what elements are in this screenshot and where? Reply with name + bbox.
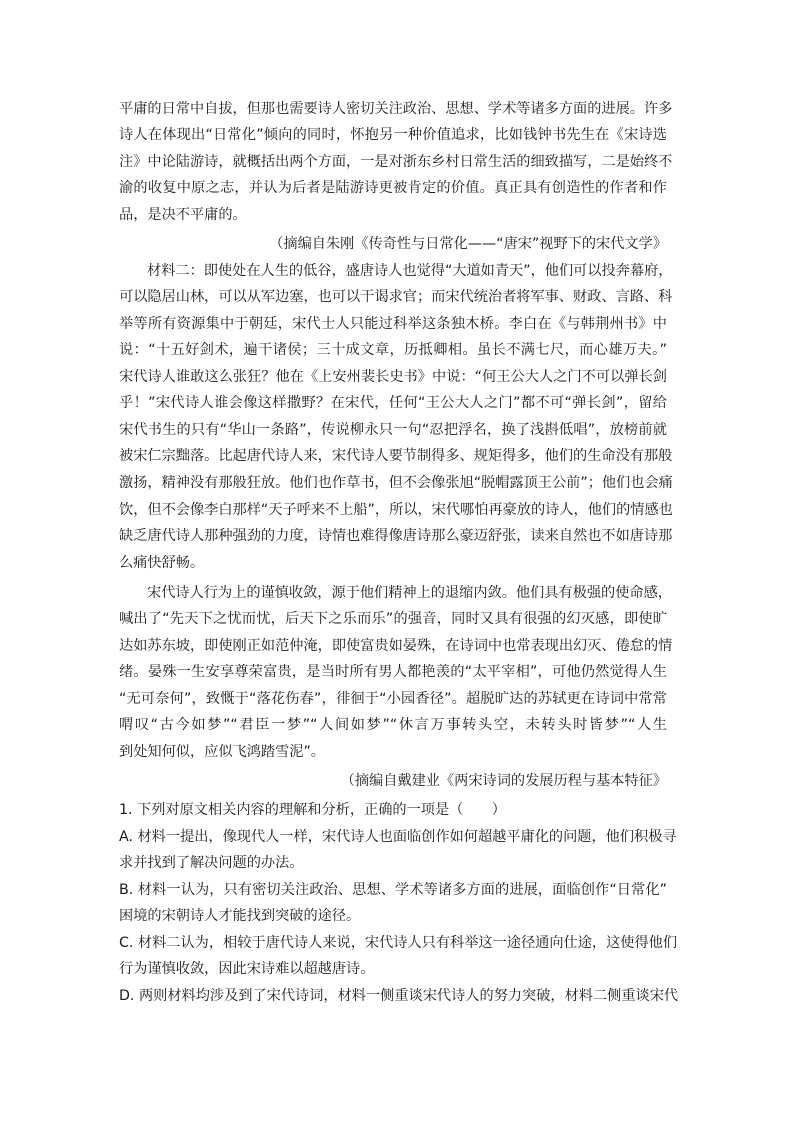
text-line: 注》中论陆游诗，就概括出两个方面，一是对浙东乡村日常生活的细致描写，二是始终不 [119,154,673,170]
text-line: 到处知何似，应似飞鸿踏雪泥”。 [119,744,325,760]
text-line: D. 两则材料均涉及到了宋代诗词，材料一侧重谈宋代诗人的努力突破，材料二侧重谈宋代 [119,988,679,1004]
text-line: 缺乏唐代诗人那种强劲的力度，诗情也难得像唐诗那么豪迈舒张，读来自然也不如唐诗那 [119,528,673,544]
text-line: 宋代书生的只有“华山一条路”，传说柳永只一句“忍把浮名，换了浅斟低唱”，放榜前就 [119,422,667,438]
text-line: 宋代诗人谁敢这么张狂？他在《上安州裴长史书》中说：“何王公大人之门不可以弹长剑 [119,369,667,385]
text-line: 举等所有资源集中于朝廷，宋代士人只能过科举这条独木桥。李白在《与韩荆州书》中 [119,316,667,332]
text-line: 困境的宋朝诗人才能找到突破的途径。 [119,908,361,924]
text-line: 么痛快舒畅。 [119,555,205,571]
text-line: 宋代诗人行为上的谨慎收敛，源于他们精神上的退缩内敛。他们具有极强的使命感， [147,585,672,601]
text-line: 平庸的日常中自拔，但那也需要诗人密切关注政治、思想、学术等诸多方面的进展。许多 [119,101,673,117]
text-line: 诗人在体现出“日常化”倾向的同时，怀抱另一种价值追求，比如钱钟书先生在《宋诗选 [119,127,667,143]
text-line: （摘编自朱刚《传奇性与日常化——“唐宋”视野下的宋代文学》 [269,236,667,252]
text-line: 激扬，精神没有那般狂放。他们也作草书，但不会像张旭“脱帽露顶王公前”；他们也会痛 [119,475,673,491]
text-line: 乎！”宋代诗人谁会像这样撒野？在宋代，任何“王公大人之门”都不可“弹长剑”，留给 [119,395,667,411]
text-line: B. 材料一认为，只有密切关注政治、思想、学术等诸多方面的进展，面临创作“日常化” [119,882,667,898]
text-line: 可以隐居山林，可以从军边塞，也可以干谒求官；而宋代统治者将军事、财政、言路、科 [119,289,673,305]
text-line: （摘编自戴建业《两宋诗词的发展历程与基本特征》 [340,773,667,789]
text-line: 绪。晏殊一生安享尊荣富贵，是当时所有男人都艳羡的“太平宰相”，可他仍然觉得人生 [119,664,667,680]
text-line: A. 材料一提出，像现代人一样，宋代诗人也面临创作如何超越平庸化的问题，他们积极寻 [119,829,677,845]
text-line: 被宋仁宗黜落。比起唐代诗人来，宋代诗人要节制得多、规矩得多，他们的生命没有那般 [119,448,673,464]
text-line: 达如苏东坡，即使刚正如范仲淹，即使富贵如晏殊，在诗词中也常表现出幻灭、倦怠的情 [119,638,673,654]
text-line: 1. 下列对原文相关内容的理解和分析，正确的一项是（ ） [119,802,506,818]
text-line: 饮，但不会像李白那样“天子呼来不上船”，所以，宋代哪怕再豪放的诗人，他们的情感也 [119,502,673,518]
text-line: 求并找到了解决问题的办法。 [119,855,304,871]
text-line: 喊出了“先天下之忧而忧，后天下之乐而乐”的强音，同时又具有很强的幻灭感，即使旷 [119,611,667,627]
text-line: 品，是决不平庸的。 [119,207,247,223]
text-line: C. 材料二认为，相较于唐代诗人来说，宋代诗人只有科举这一途径通向仕途，这使得他们 [119,935,678,951]
text-line: 材料二：即使处在人生的低谷，盛唐诗人也觉得“大道如青天”，他们可以投奔幕府， [147,263,673,279]
text-line: 行为谨慎收敛，因此宋诗难以超越唐诗。 [119,961,375,977]
text-line: 说：“十五好剑术，遍干诸侯；三十成文章，历抵卿相。虽长不满七尺，而心雄万夫。” [119,342,667,358]
text-line: 喟叹“古今如梦”“君臣一梦”“人间如梦”“休言万事转头空，未转头时皆梦”“人生 [119,717,667,733]
text-line: “无可奈何”，致慨于“落花伤春”，徘徊于“小园香径”。超脱旷达的苏轼更在诗词中常常 [119,691,667,707]
text-line: 渝的收复中原之志，并认为后者是陆游诗更被肯定的价值。真正具有创造性的作者和作 [119,180,667,196]
